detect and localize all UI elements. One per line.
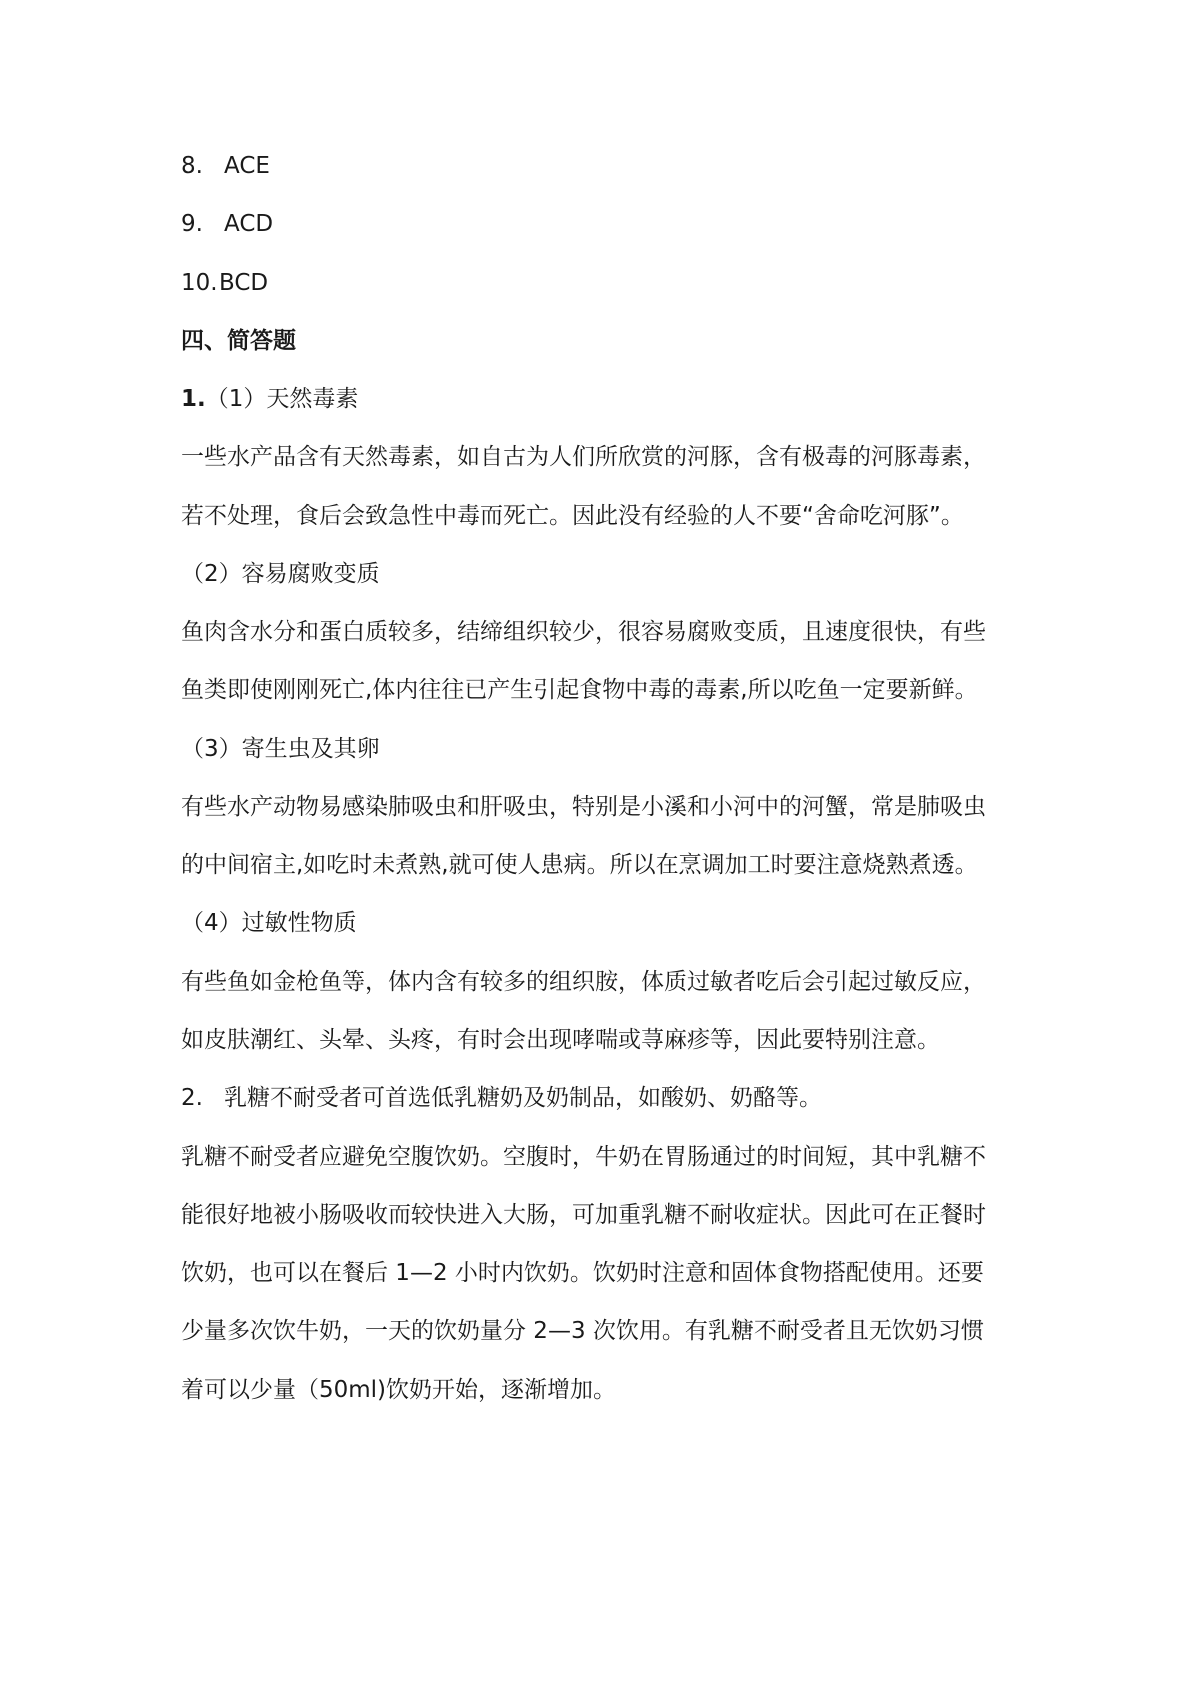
- answer-number: 9.: [181, 211, 203, 237]
- q2-line: 着可以少量（50ml)饮奶开始，逐渐增加。: [181, 1377, 617, 1403]
- answer-number: 8.: [181, 153, 203, 179]
- answer-number: 10.: [181, 270, 218, 296]
- answer-10: [181, 267, 268, 299]
- q1-p3-heading: （3）寄生虫及其卵: [181, 736, 380, 762]
- q1-p1-line: 若不处理，食后会致急性中毒而死亡。因此没有经验的人不要“舍命吃河豚”。: [181, 503, 964, 529]
- q1-p2-line: 鱼类即使刚刚死亡,体内往往已产生引起食物中毒的毒素,所以吃鱼一定要新鲜。: [181, 677, 978, 703]
- q1-p3-line: 有些水产动物易感染肺吸虫和肝吸虫，特别是小溪和小河中的河蟹，常是肺吸虫: [181, 794, 986, 820]
- q1-p1-heading: （1）天然毒素: [205, 386, 359, 412]
- q1-p4-line: 如皮肤潮红、头晕、头疼，有时会出现哮喘或荨麻疹等，因此要特别注意。: [181, 1027, 940, 1053]
- answer-text: ACE: [224, 153, 270, 179]
- q1-heading: [181, 383, 358, 415]
- q1-p4-heading: （4）过敏性物质: [181, 910, 357, 936]
- q1-number: 1.: [181, 386, 206, 412]
- q2-line: 乳糖不耐受者应避免空腹饮奶。空腹时，牛奶在胃肠通过的时间短，其中乳糖不: [181, 1144, 986, 1170]
- q2-line: 能很好地被小肠吸收而较快进入大肠，可加重乳糖不耐收症状。因此可在正餐时: [181, 1202, 986, 1228]
- q2-line: 饮奶，也可以在餐后 1—2 小时内饮奶。饮奶时注意和固体食物搭配使用。还要: [181, 1260, 984, 1286]
- q2-first-text: 乳糖不耐受者可首选低乳糖奶及奶制品，如酸奶、奶酪等。: [224, 1085, 822, 1111]
- q2-first-line: [181, 1082, 822, 1114]
- q1-p2-heading: （2）容易腐败变质: [181, 561, 380, 587]
- answer-9: [181, 208, 273, 240]
- q2-line: 少量多次饮牛奶，一天的饮奶量分 2—3 次饮用。有乳糖不耐受者且无饮奶习惯: [181, 1318, 984, 1344]
- q1-p4-line: 有些鱼如金枪鱼等，体内含有较多的组织胺，体质过敏者吃后会引起过敏反应，: [181, 969, 986, 995]
- q1-p1-line: 一些水产品含有天然毒素，如自古为人们所欣赏的河豚，含有极毒的河豚毒素，: [181, 444, 986, 470]
- q1-p3-line: 的中间宿主,如吃时未煮熟,就可使人患病。所以在烹调加工时要注意烧熟煮透。: [181, 852, 978, 878]
- section-title: 四、简答题: [181, 328, 296, 354]
- answer-text: BCD: [219, 270, 269, 296]
- q2-number: 2.: [181, 1085, 203, 1111]
- q1-p2-line: 鱼肉含水分和蛋白质较多，结缔组织较少，很容易腐败变质，且速度很快，有些: [181, 619, 986, 645]
- answer-8: [181, 150, 270, 182]
- answer-text: ACD: [224, 211, 274, 237]
